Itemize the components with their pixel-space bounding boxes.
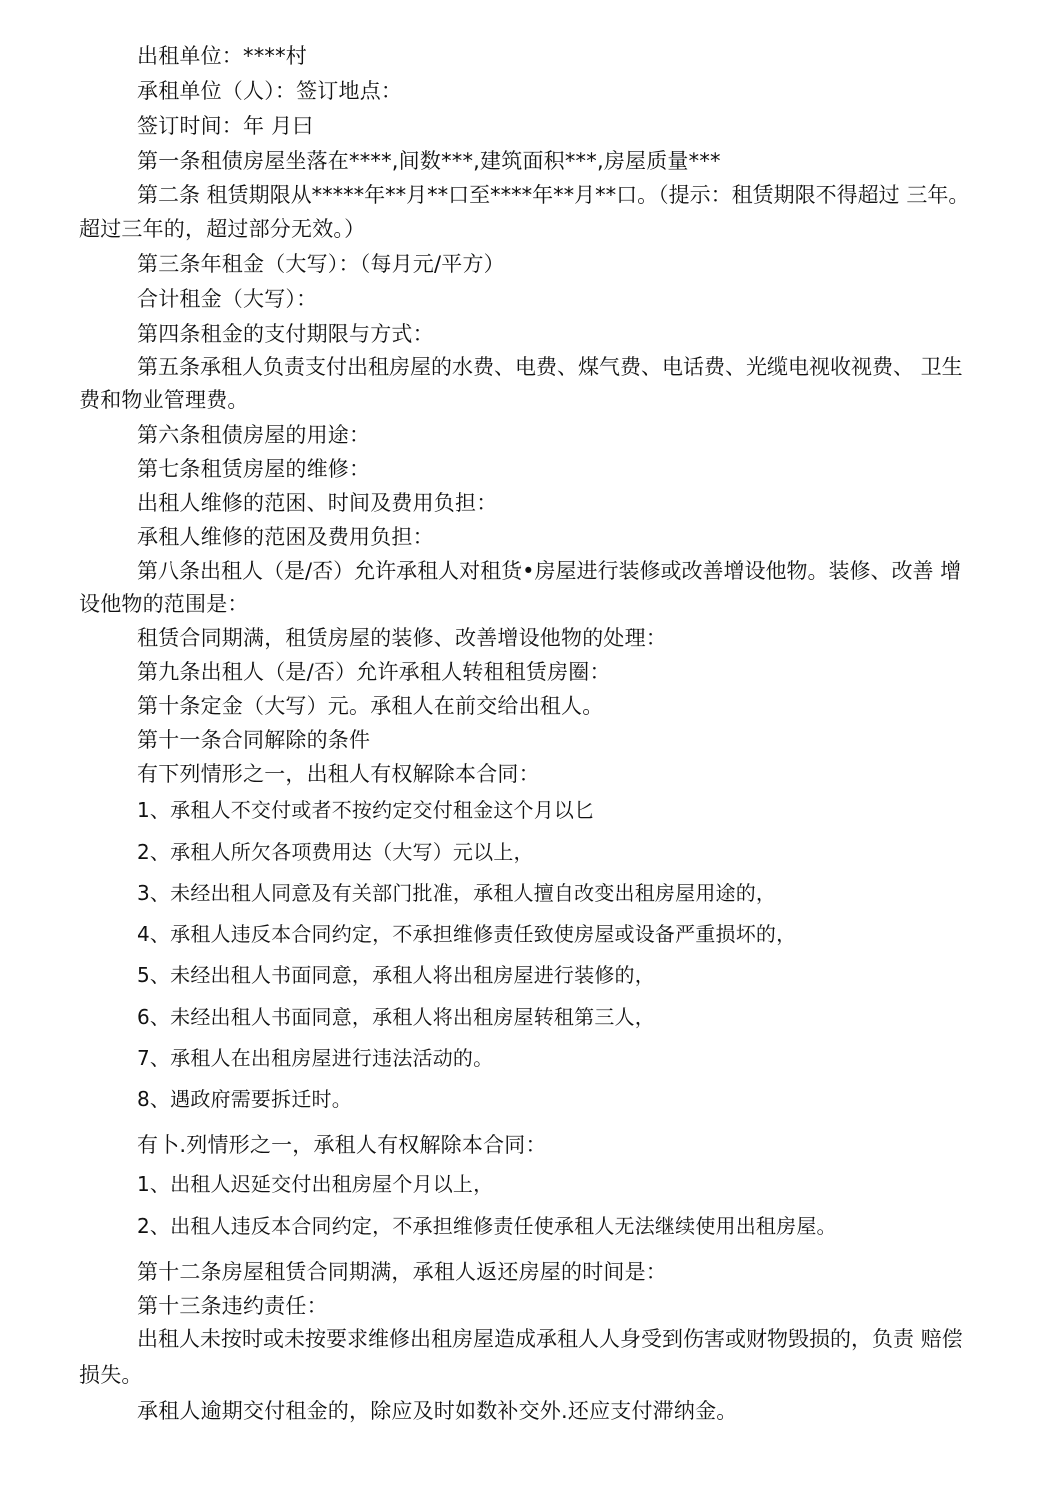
total-rent-line: 合计租金（大写）： — [137, 287, 318, 311]
list-item: 7、承租人在出租房屋进行违法活动的。 — [137, 1046, 494, 1070]
list-item: 1、出租人迟延交付出租房屋个月以上， — [137, 1172, 494, 1196]
article-2: 第二条 租赁期限从*****年**月**口至****年**月**口。（提示：租赁期限不得超过 三年。 — [137, 183, 970, 207]
article-11: 第十一条合同解除的条件 — [137, 728, 371, 752]
lessee-repair-line: 承租人维修的范困及费用负担： — [137, 525, 434, 549]
article-2-cont: 超过三年的，超过部分无效。） — [79, 217, 366, 241]
lessor-repair-line: 出租人维修的范困、时间及费用负担： — [137, 491, 498, 515]
breach-lessee-line: 承租人逾期交付租金的，除应及时如数补交外.还应支付滞纳金。 — [137, 1399, 738, 1423]
list-item: 3、未经出租人同意及有关部门批准，承租人擅自改变出租房屋用途的， — [137, 881, 777, 905]
article-12: 第十二条房屋租赁合同期满，承租人返还房屋的时间是： — [137, 1260, 667, 1284]
list-item: 6、未经出租人书面同意，承租人将出租房屋转租第三人， — [137, 1005, 655, 1029]
lessor-line: 出租单位：****村 — [137, 44, 307, 68]
list-item: 2、承租人所欠各项费用达（大写）元以上， — [137, 840, 534, 864]
lease-expiry-line: 租赁合同期满，租赁房屋的装修、改善增设他物的处理： — [137, 626, 667, 650]
sign-time-line: 签订时间：年 月曰 — [137, 114, 314, 138]
article-10: 第十条定金（大写）元。承租人在前交给出租人。 — [137, 694, 604, 718]
lessee-termination-heading: 有卜.列情形之一，承租人有权解除本合同： — [137, 1133, 547, 1157]
article-13: 第十三条违约责任： — [137, 1294, 328, 1318]
article-6: 第六条租债房屋的用途： — [137, 423, 371, 447]
list-item: 8、遇政府需要拆迁时。 — [137, 1087, 352, 1111]
article-5: 第五条承租人负责支付出租房屋的水费、电费、煤气费、电话费、光缆电视收视费、 卫生 — [137, 355, 963, 379]
lessor-termination-heading: 有下列情形之一，出租人有权解除本合同： — [137, 762, 540, 786]
breach-lessor-cont: 损失。 — [79, 1363, 143, 1387]
lessee-line: 承租单位（人）：签订地点： — [137, 79, 403, 103]
list-item: 1、承租人不交付或者不按约定交付租金这个月以匕 — [137, 798, 595, 822]
article-9: 第九条出租人（是/否）允许承租人转租租赁房圈： — [137, 660, 611, 684]
article-5-cont: 费和物业管理费。 — [79, 388, 249, 412]
list-item: 4、承租人违反本合同约定，不承担维修责任致使房屋或设备严重损坏的， — [137, 922, 797, 946]
article-3: 第三条年租金（大写）：（每月元/平方） — [137, 252, 505, 276]
article-4: 第四条租金的支付期限与方式： — [137, 322, 434, 346]
article-1: 第一条租债房屋坐落在****,间数***,建筑面积***,房屋质量*** — [137, 149, 721, 173]
article-7: 第七条租赁房屋的维修： — [137, 457, 371, 481]
article-8-cont: 设他物的范围是： — [79, 592, 249, 616]
article-8: 第八条出租人（是/否）允许承租人对租货•房屋进行装修或改善增设他物。装修、改善 增 — [137, 559, 962, 583]
list-item: 5、未经出租人书面同意，承租人将出租房屋进行装修的， — [137, 963, 655, 987]
breach-lessor-line: 出租人未按时或未按要求维修出租房屋造成承租人人身受到伤害或财物毁损的，负责 赔偿 — [137, 1327, 963, 1351]
list-item: 2、出租人违反本合同约定，不承担维修责任使承租人无法继续使用出租房屋。 — [137, 1214, 837, 1238]
